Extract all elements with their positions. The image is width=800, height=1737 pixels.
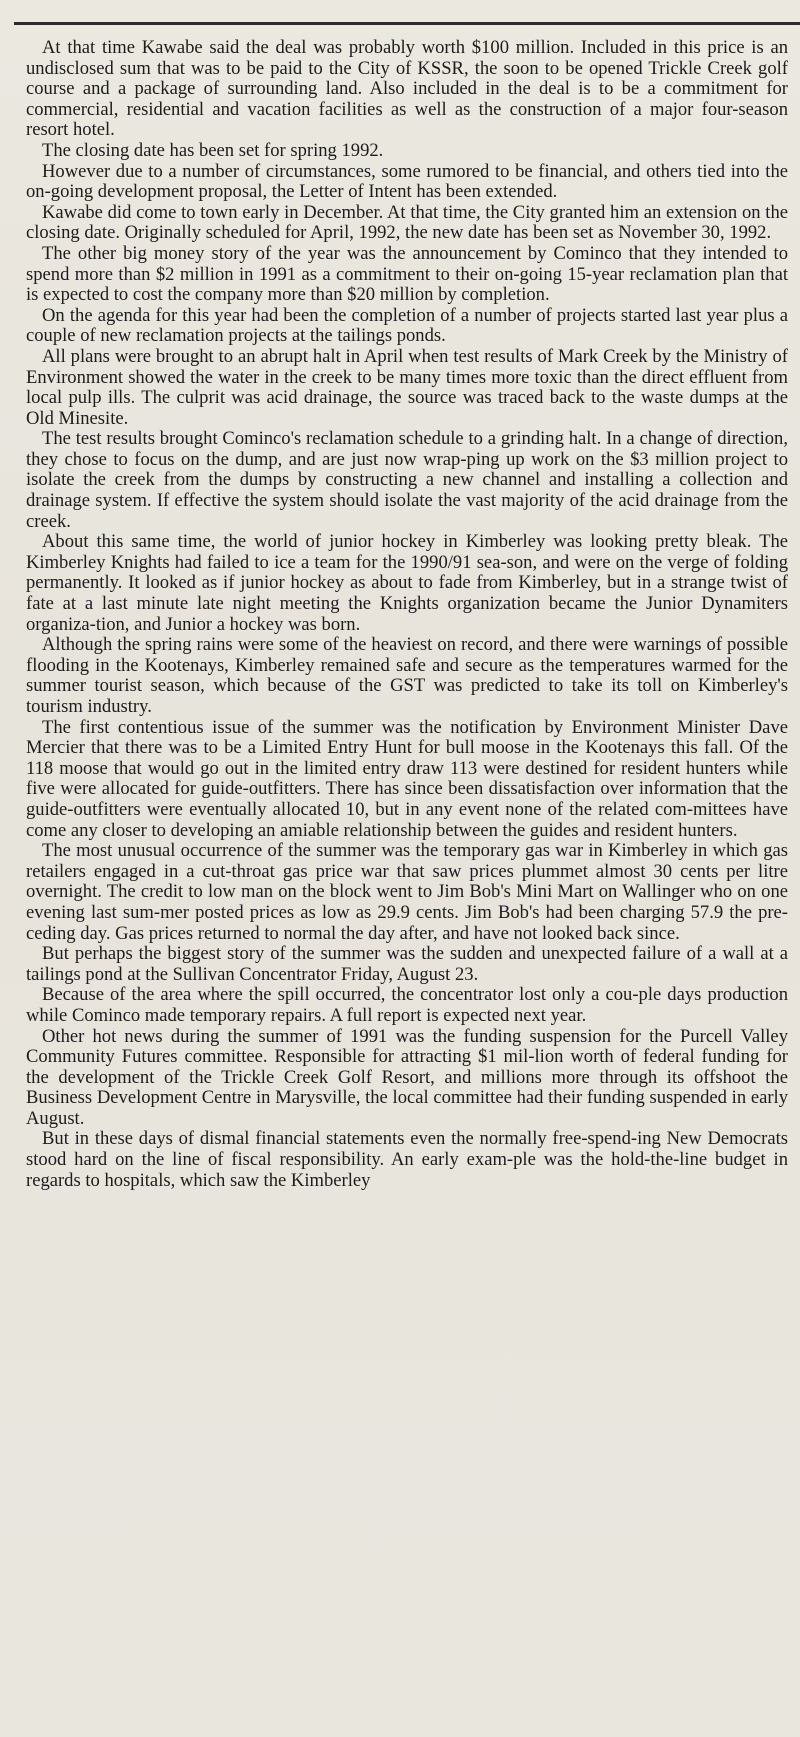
- paragraph: The most unusual occurrence of the summer was the temporary gas war in Kimberley in which gas retailers engaged in a cut-throat gas price war that saw prices plummet almost 30 cents per litre overnight. The credit to low man on the block went to Jim Bob's Mini Mart on Wallinger who on one evening last sum-mer posted prices as low as 29.9 cents. Jim Bob's had been charging 57.9 the pre-ceding day. Gas prices returned to normal the day after, and have not looked back since.: [26, 840, 788, 944]
- paragraph: All plans were brought to an abrupt halt in April when test results of Mark Creek by the Ministry of Environment showed the water in the creek to be many times more toxic than the direct effluent from local pulp ills. The culprit was acid drainage, the source was traced back to the waste dumps at the Old Minesite.: [26, 345, 788, 429]
- paragraph: But perhaps the biggest story of the summer was the sudden and unexpected failure of a wall at a tailings pond at the Sullivan Concentrator Friday, August 23.: [26, 943, 788, 985]
- paragraph: Kawabe did come to town early in December. At that time, the City granted him an extension on the closing date. Originally scheduled for April, 1992, the new date has been set as November 30, 1992.: [26, 201, 788, 244]
- top-rule: [14, 22, 800, 25]
- paragraph: On the agenda for this year had been the completion of a number of projects started last year plus a couple of new reclamation projects at the tailings ponds.: [26, 304, 788, 347]
- article-column: [26, 38, 788, 1191]
- paragraph: At that time Kawabe said the deal was probably worth $100 million. Included in this price is an undisclosed sum that was to be paid to the City of KSSR, the soon to be opened Trickle Creek golf course and a package of surrounding land. Also included in the deal is to be a commitment for commercial, residential and vacation facilities as well as the construction of a major four-season resort hotel.: [26, 37, 788, 141]
- paragraph: The other big money story of the year was the announcement by Cominco that they intended to spend more than $2 million in 1991 as a commitment to their on-going 15-year reclamation plan that is expected to cost the company more than $20 million by completion.: [26, 242, 788, 306]
- paragraph: The test results brought Cominco's reclamation schedule to a grinding halt. In a change of direction, they chose to focus on the dump, and are just now wrap-ping up work on the $3 million project to isolate the creek from the dumps by constructing a new channel and installing a collection and drainage system. If effective the system should isolate the vast majority of the acid drainage from the creek.: [26, 428, 788, 532]
- paragraph: The first contentious issue of the summer was the notification by Environment Minister Dave Mercier that there was to be a Limited Entry Hunt for bull moose in the Kootenays this fall. Of the 118 moose that would go out in the limited entry draw 113 were destined for resident hunters while five were allocated for guide-outfitters. There has since been dissatisfaction over information that the guide-outfitters were eventually allocated 10, but in any event none of the related com-mittees have come any closer to developing an amiable relationship between the guides and resident hunters.: [26, 716, 788, 841]
- paragraph: Because of the area where the spill occurred, the concentrator lost only a cou-ple days production while Cominco made temporary repairs. A full report is expected next year.: [26, 984, 788, 1026]
- paragraph: Although the spring rains were some of the heaviest on record, and there were warnings of possible flooding in the Kootenays, Kimberley remained safe and secure as the temperatures warmed for the summer tourist season, which because of the GST was predicted to take its toll on Kimberley's tourism industry.: [26, 634, 788, 717]
- paragraph: However due to a number of circumstances, some rumored to be financial, and others tied into the on-going development proposal, the Letter of Intent has been extended.: [26, 160, 788, 203]
- paragraph: Other hot news during the summer of 1991 was the funding suspension for the Purcell Valley Community Futures committee. Responsible for attracting $1 mil-lion worth of federal funding for the development of the Trickle Creek Golf Resort, and millions more through its offshoot the Business Development Centre in Marysville, the local committee had their funding suspended in early August.: [26, 1025, 788, 1129]
- paragraph: About this same time, the world of junior hockey in Kimberley was looking pretty bleak. The Kimberley Knights had failed to ice a team for the 1990/91 sea-son, and were on the verge of folding permanently. It looked as if junior hockey as about to fade from Kimberley, but in a strange twist of fate at a last minute late night meeting the Knights organization became the Junior Dynamiters organiza-tion, and Junior a hockey was born.: [26, 531, 788, 635]
- paragraph: But in these days of dismal financial statements even the normally free-spend-ing New Democrats stood hard on the line of fiscal responsibility. An early exam-ple was the hold-the-line budget in regards to hospitals, which saw the Kimberley: [26, 1128, 788, 1191]
- paragraph: The closing date has been set for spring 1992.: [42, 139, 384, 161]
